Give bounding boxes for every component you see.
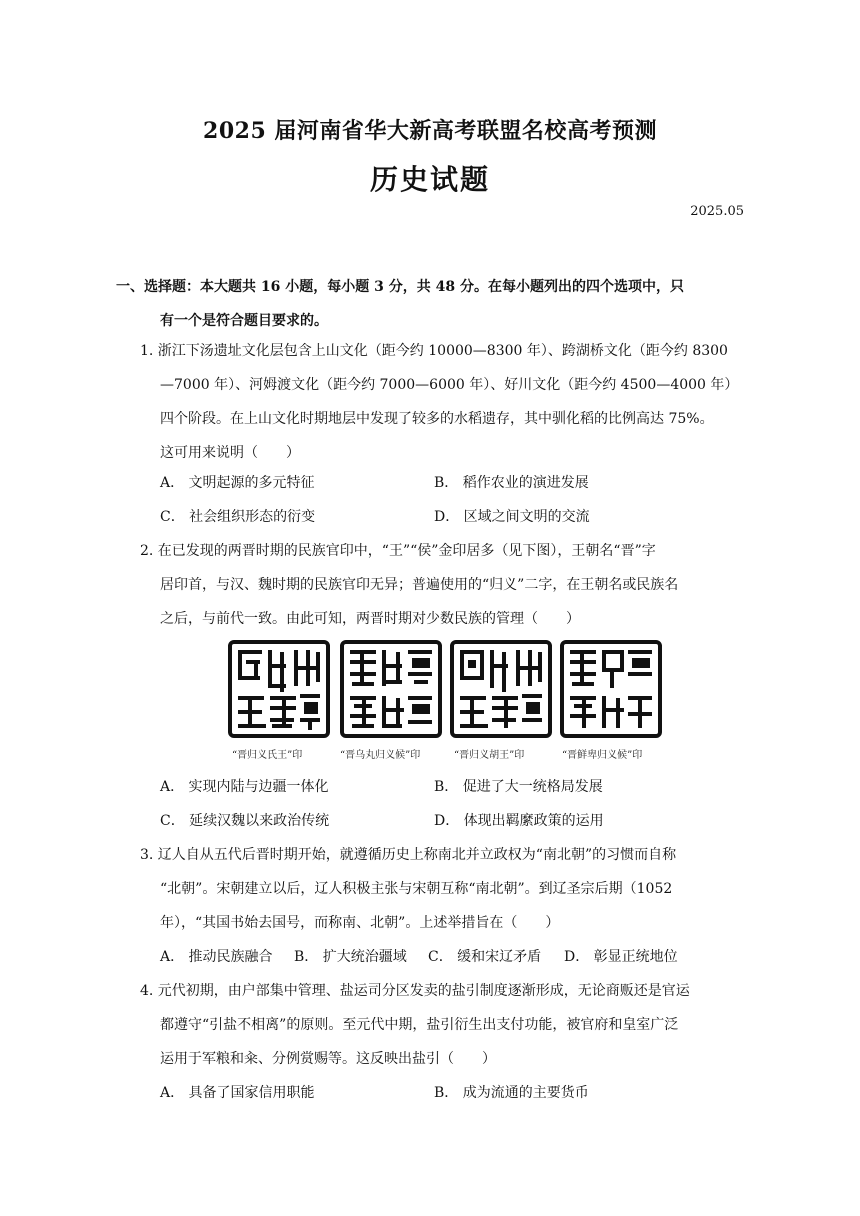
- question-3: [140, 838, 746, 940]
- question-1-line: 这可用来说明（ ）: [160, 445, 300, 461]
- question-1-line: 四个阶段。在上山文化时期地层中发现了较多的水稻遗存，其中驯化稻的比例高达 75%。: [160, 411, 714, 427]
- section-instructions: [116, 270, 746, 338]
- seal-caption: “晋鲜卑归义候”印: [562, 750, 643, 761]
- question-2: [140, 534, 746, 636]
- exam-title: 2025 届河南省华大新高考联盟名校高考预测: [203, 118, 657, 144]
- option-c[interactable]: C． 延续汉魏以来政治传统: [160, 813, 330, 829]
- option-b[interactable]: B． 促进了大一统格局发展: [434, 779, 603, 795]
- seal-caption: “晋乌丸归义候”印: [340, 750, 421, 761]
- option-c[interactable]: C． 社会组织形态的衍变: [160, 509, 316, 525]
- question-1: [140, 334, 746, 470]
- option-c[interactable]: C． 缓和宋辽矛盾: [428, 949, 542, 965]
- option-b[interactable]: B． 稻作农业的演进发展: [434, 475, 589, 491]
- seal-caption: “晋归义氏王”印: [232, 750, 303, 761]
- option-b[interactable]: B． 扩大统治疆域: [294, 949, 407, 965]
- question-2-line: 居印首，与汉、魏时期的民族官印无异；普遍使用的“归义”二字，在王朝名或民族名: [160, 577, 679, 593]
- option-b[interactable]: B． 成为流通的主要货币: [434, 1085, 589, 1101]
- question-4: [140, 974, 746, 1076]
- exam-date: 2025.05: [690, 204, 744, 219]
- question-4-line: 运用于军粮和籴、分例赏赐等。这反映出盐引（ ）: [160, 1051, 496, 1067]
- question-2-line: 之后，与前代一致。由此可知，两晋时期对少数民族的管理（ ）: [160, 611, 580, 627]
- question-3-line: “北朝”。宋朝建立以后，辽人积极主张与宋朝互称“南北朝”。到辽圣宗后期（1052: [160, 881, 673, 897]
- seal-image-4: [560, 640, 662, 738]
- seal-image-1: [228, 640, 330, 738]
- option-a[interactable]: A． 具备了国家信用职能: [160, 1085, 315, 1101]
- seal-image-2: [340, 640, 442, 738]
- question-3-line: 3. 辽人自从五代后晋时期开始，就遵循历史上称南北并立政权为“南北朝”的习惯而自称: [140, 847, 677, 863]
- question-1-line: 1. 浙江下汤遗址文化层包含上山文化（距今约 10000—8300 年）、跨湖桥文化（距今约 8300: [140, 343, 728, 359]
- option-a[interactable]: A． 推动民族融合: [160, 949, 273, 965]
- option-d[interactable]: D． 体现出羁縻政策的运用: [434, 813, 604, 829]
- question-3-line: 年），“其国书始去国号，而称南、北朝”。上述举措旨在（ ）: [160, 915, 560, 931]
- question-1-line: —7000 年）、河姆渡文化（距今约 7000—6000 年）、好川文化（距今约 4500—4000 年）: [160, 377, 739, 393]
- question-4-line: 4. 元代初期，由户部集中管理、盐运司分区发卖的盐引制度逐渐形成，无论商贩还是官运: [140, 983, 690, 999]
- option-a[interactable]: A． 实现内陆与边疆一体化: [160, 779, 329, 795]
- seal-image-3: [450, 640, 552, 738]
- question-4-line: 都遵守“引盐不相离”的原则。至元代中期，盐引衍生出支付功能，被官府和皇室广泛: [160, 1017, 679, 1033]
- option-d[interactable]: D． 彰显正统地位: [564, 949, 678, 965]
- section-line-1: 一、选择题：本大题共 16 小题，每小题 3 分，共 48 分。在每小题列出的四个选项中，只: [116, 279, 684, 295]
- seal-caption: “晋归义胡王”印: [454, 750, 525, 761]
- option-a[interactable]: A． 文明起源的多元特征: [160, 475, 315, 491]
- seal-figure: [228, 640, 660, 766]
- section-line-2: 有一个是符合题目要求的。: [160, 313, 328, 329]
- exam-subject: 历史试题: [369, 163, 490, 196]
- option-d[interactable]: D． 区域之间文明的交流: [434, 509, 590, 525]
- question-2-line: 2. 在已发现的两晋时期的民族官印中，“王”“侯”金印居多（见下图），王朝名“晋”字: [140, 543, 656, 559]
